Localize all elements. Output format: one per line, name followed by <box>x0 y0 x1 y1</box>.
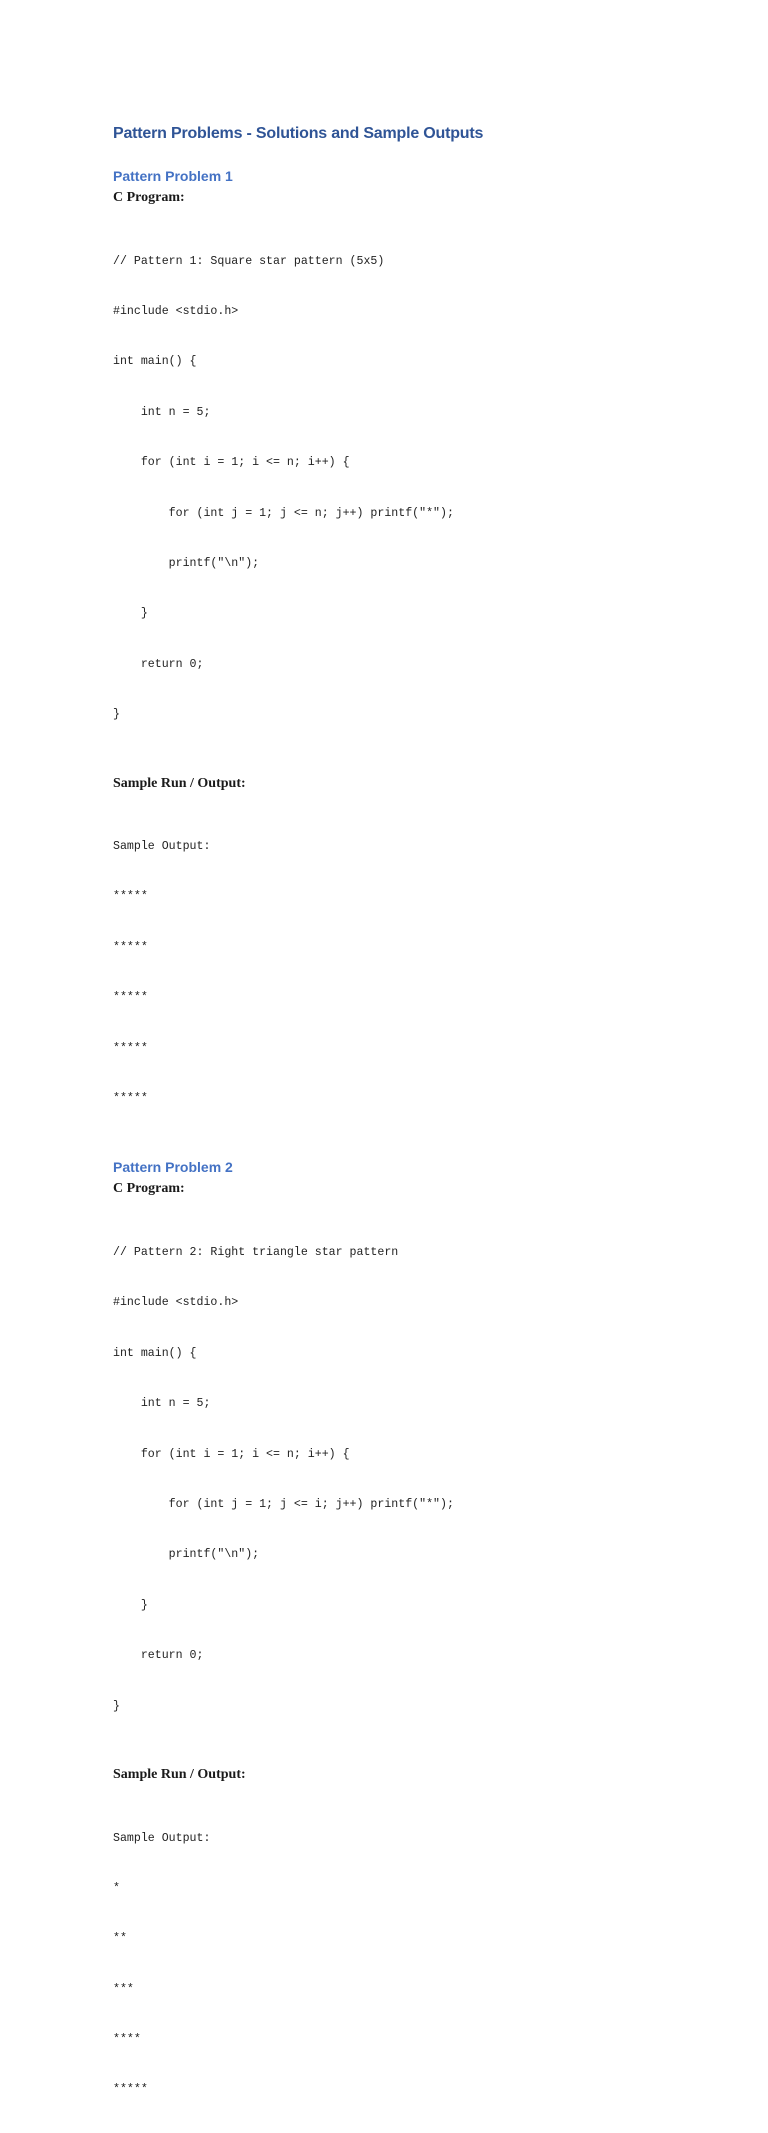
document-page <box>113 122 713 2133</box>
code-line: int main() { <box>113 355 197 369</box>
code-line: for (int i = 1; i <= n; i++) { <box>113 456 350 470</box>
code-line: int n = 5; <box>113 405 211 419</box>
output-line: ***** <box>113 1041 148 1055</box>
document-title: Pattern Problems - Solutions and Sample Outputs <box>113 125 484 142</box>
output-line: ***** <box>113 890 148 904</box>
output-line: ***** <box>113 1092 148 1106</box>
output-line: *** <box>113 1982 134 1996</box>
pattern-problem-1 <box>113 166 713 1141</box>
problem-1-code-block <box>113 220 713 758</box>
output-line: **** <box>113 2033 141 2047</box>
code-line: } <box>113 607 148 621</box>
output-line: ***** <box>113 940 148 954</box>
code-line: printf("\n"); <box>113 556 260 570</box>
output-line: Sample Output: <box>113 1831 211 1845</box>
code-line: int n = 5; <box>113 1397 211 1411</box>
code-line: #include <stdio.h> <box>113 304 239 318</box>
problem-1-program-label: C Program: <box>113 190 185 205</box>
code-line: for (int i = 1; i <= n; i++) { <box>113 1447 350 1461</box>
output-line: ***** <box>113 2083 148 2097</box>
code-line: int main() { <box>113 1346 197 1360</box>
problem-2-output-block <box>113 1797 713 2133</box>
problem-2-code-block <box>113 1211 713 1749</box>
problem-2-output-label: Sample Run / Output: <box>113 1766 246 1782</box>
problem-1-output-block <box>113 806 713 1142</box>
output-line: ** <box>113 1932 127 1946</box>
code-line: for (int j = 1; j <= n; j++) printf("*"); <box>113 506 454 520</box>
code-line: } <box>113 1699 120 1713</box>
code-line: return 0; <box>113 657 204 671</box>
problem-1-heading: Pattern Problem 1 <box>113 168 233 184</box>
code-line: // Pattern 1: Square star pattern (5x5) <box>113 254 385 268</box>
output-line: * <box>113 1881 120 1895</box>
problem-1-output-label: Sample Run / Output: <box>113 775 246 791</box>
problem-2-heading: Pattern Problem 2 <box>113 1159 233 1176</box>
code-line: } <box>113 1598 148 1612</box>
code-line: printf("\n"); <box>113 1548 260 1562</box>
code-line: for (int j = 1; j <= i; j++) printf("*"); <box>113 1497 454 1511</box>
output-line: ***** <box>113 991 148 1005</box>
code-line: return 0; <box>113 1649 204 1663</box>
code-line: // Pattern 2: Right triangle star pattern <box>113 1246 399 1260</box>
output-line: Sample Output: <box>113 840 211 854</box>
code-line: } <box>113 708 120 722</box>
problem-2-program-label: C Program: <box>113 1181 185 1197</box>
pattern-problem-2 <box>113 1157 713 2132</box>
code-line: #include <stdio.h> <box>113 1296 239 1310</box>
